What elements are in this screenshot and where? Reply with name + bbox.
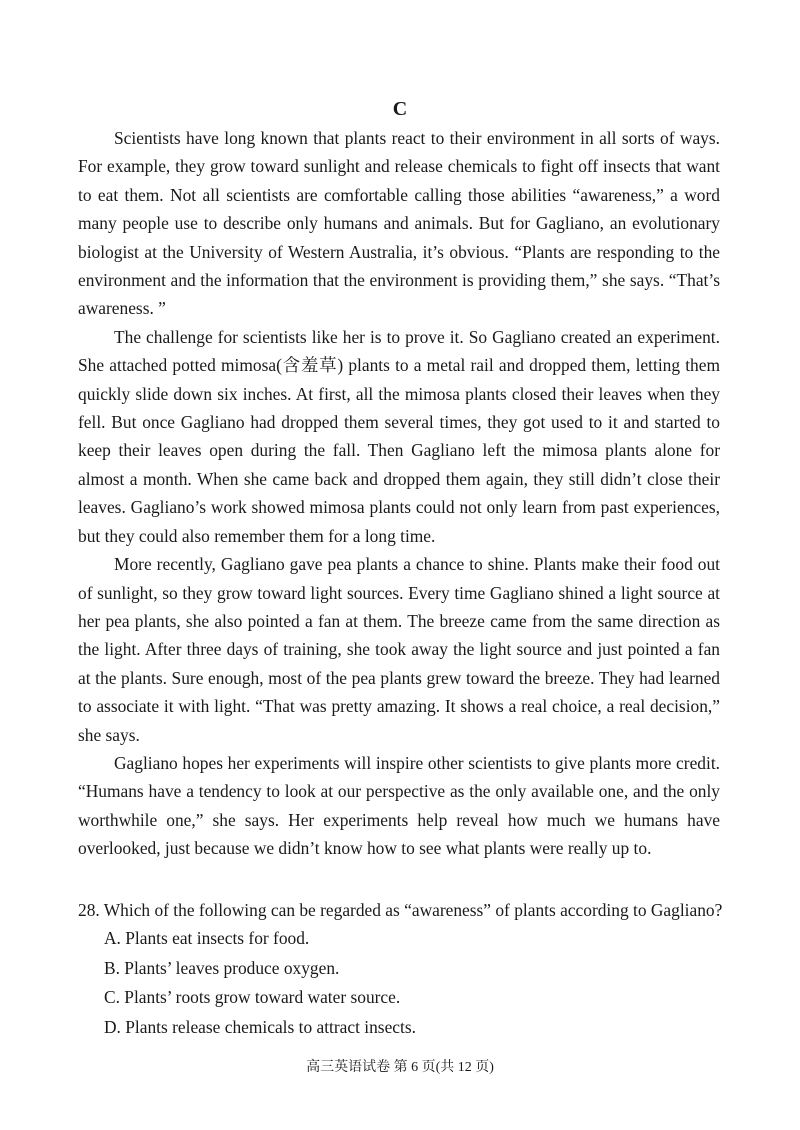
page-footer: 高三英语试卷 第 6 页(共 12 页): [306, 1060, 494, 1075]
paragraph-2: The challenge for scientists like her is to prove it. So Gagliano created an experiment. She attached potted mimosa(含羞草) plants to a metal rail and dropped them, letting them quickly slide down six inches. At first, all the mimosa plants closed their leaves when they fell. But once Gagliano had dropped them several times, they got used to it and started to keep their leaves open during the fall. Then Gagliano left the mimosa plants alone for almost a month. When she came back and dropped them again, they still didn’t close their leaves. Gagliano’s work showed mimosa plants could not only learn from past experiences, but they could also remember them for a long time.: [78, 326, 720, 546]
paragraph-4: Gagliano hopes her experiments will inspire other scientists to give plants more credit. “Humans have a tendency to look at our perspective as the only available one, and the only worthwhile one,” she says. Her experiments help reveal how much we humans have overlooked, just because we didn’t know how to see what plants were really up to.: [78, 752, 720, 859]
answer-options: [104, 924, 724, 1042]
question-28: 28. Which of the following can be regarded as “awareness” of plants according to Gagliano?: [78, 900, 723, 920]
option-d: D. Plants release chemicals to attract insects.: [104, 1016, 416, 1037]
passage: [78, 124, 720, 863]
option-b: B. Plants’ leaves produce oxygen.: [104, 957, 340, 978]
paragraph-1: Scientists have long known that plants react to their environment in all sorts of ways. For example, they grow toward sunlight and release chemicals to fight off insects that want to eat them. Not all scientists are comfortable calling those abilities “awareness,” a word many people use to describe only humans and animals. But for Gagliano, an evolutionary biologist at the University of Western Australia, it’s obvious. “Plants are responding to the environment and the information that the environment is providing them,” she says. “That’s awareness. ”: [78, 128, 720, 319]
option-c: C. Plants’ roots grow toward water source.: [104, 987, 401, 1007]
paragraph-3: More recently, Gagliano gave pea plants a chance to shine. Plants make their food out of sunlight, so they grow toward light sources. Every time Gagliano shined a light source at her pea plants, she also pointed a fan at them. The breeze came from the same direction as the light. After three days of training, she took away the light source and just pointed a fan at the plants. Sure enough, most of the pea plants grew toward the breeze. They had learned to associate it with light. “That was pretty amazing. It shows a real choice, a real decision,” she says.: [78, 554, 720, 745]
option-a: A. Plants eat insects for food.: [104, 928, 310, 948]
section-title: C: [392, 98, 408, 120]
